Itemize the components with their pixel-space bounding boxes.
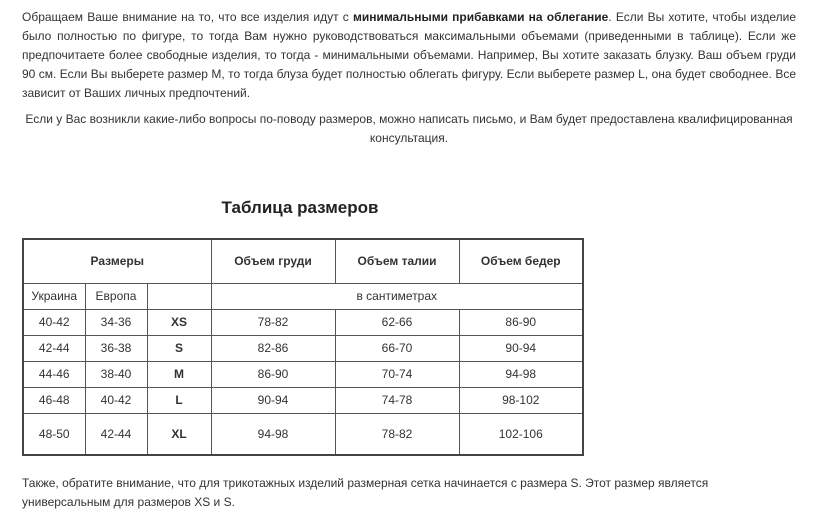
cell-waist: 62-66: [335, 309, 459, 335]
cell-hips: 98-102: [459, 387, 583, 413]
subheader-empty: [147, 283, 211, 309]
cell-hips: 94-98: [459, 361, 583, 387]
header-waist: Объем талии: [335, 239, 459, 283]
cell-letter-size: XL: [147, 413, 211, 455]
intro-paragraph: [22, 8, 796, 103]
questions-paragraph: Если у Вас возникли какие-либо вопросы по-поводу размеров, можно написать письмо, и Вам будет предоставлена квалифицированная консультация.: [25, 112, 793, 145]
cell-ukraine: 42-44: [23, 335, 85, 361]
table-row: [23, 413, 583, 455]
intro-text-end: . Если Вы хотите, чтобы изделие было полностью по фигуре, то тогда Вам нужно руководствоваться максимальными объемами (приведенными в таблице). Если же предпочитаете более свободные изделия, то тогда - минимальными объемами. Например, Вы хотите заказать блузку. Ваш объем груди 90 см. Если Вы выберете размер М, то тогда блуза будет полностью облегать фигуру. Если выберете размер L, она будет свободнее. Все зависит от Ваших личных предпочтений.: [22, 10, 796, 100]
header-hips: Объем бедер: [459, 239, 583, 283]
subheader-ukraine: Украина: [23, 283, 85, 309]
cell-waist: 74-78: [335, 387, 459, 413]
cell-hips: 86-90: [459, 309, 583, 335]
cell-europe: 36-38: [85, 335, 147, 361]
table-subheader-row: [23, 283, 583, 309]
cell-chest: 86-90: [211, 361, 335, 387]
table-header-row: [23, 239, 583, 283]
header-sizes: Размеры: [23, 239, 211, 283]
table-row: [23, 361, 583, 387]
cell-chest: 78-82: [211, 309, 335, 335]
table-row: [23, 387, 583, 413]
cell-ukraine: 46-48: [23, 387, 85, 413]
cell-waist: 70-74: [335, 361, 459, 387]
knitwear-note: Также, обратите внимание, что для трикотажных изделий размерная сетка начинается с размера S. Этот размер является универсальным для размеров XS и S.: [22, 476, 709, 509]
header-chest: Объем груди: [211, 239, 335, 283]
cell-chest: 94-98: [211, 413, 335, 455]
cell-waist: 78-82: [335, 413, 459, 455]
cell-chest: 90-94: [211, 387, 335, 413]
intro-bold-phrase: минимальными прибавками на облегание: [352, 10, 609, 24]
cell-ukraine: 48-50: [23, 413, 85, 455]
size-table: [22, 238, 584, 456]
cell-ukraine: 40-42: [23, 309, 85, 335]
cell-hips: 90-94: [459, 335, 583, 361]
table-row: [23, 309, 583, 335]
cell-europe: 42-44: [85, 413, 147, 455]
subheader-units: в сантиметрах: [211, 283, 583, 309]
cell-letter-size: L: [147, 387, 211, 413]
cell-europe: 34-36: [85, 309, 147, 335]
intro-text-start: Обращаем Ваше внимание на то, что все изделия идут с: [22, 10, 353, 24]
cell-chest: 82-86: [211, 335, 335, 361]
cell-europe: 38-40: [85, 361, 147, 387]
subheader-europe: Европа: [85, 283, 147, 309]
table-row: [23, 335, 583, 361]
cell-letter-size: XS: [147, 309, 211, 335]
cell-letter-size: M: [147, 361, 211, 387]
cell-letter-size: S: [147, 335, 211, 361]
cell-europe: 40-42: [85, 387, 147, 413]
cell-waist: 66-70: [335, 335, 459, 361]
table-title: Таблица размеров: [221, 198, 379, 217]
cell-ukraine: 44-46: [23, 361, 85, 387]
cell-hips: 102-106: [459, 413, 583, 455]
